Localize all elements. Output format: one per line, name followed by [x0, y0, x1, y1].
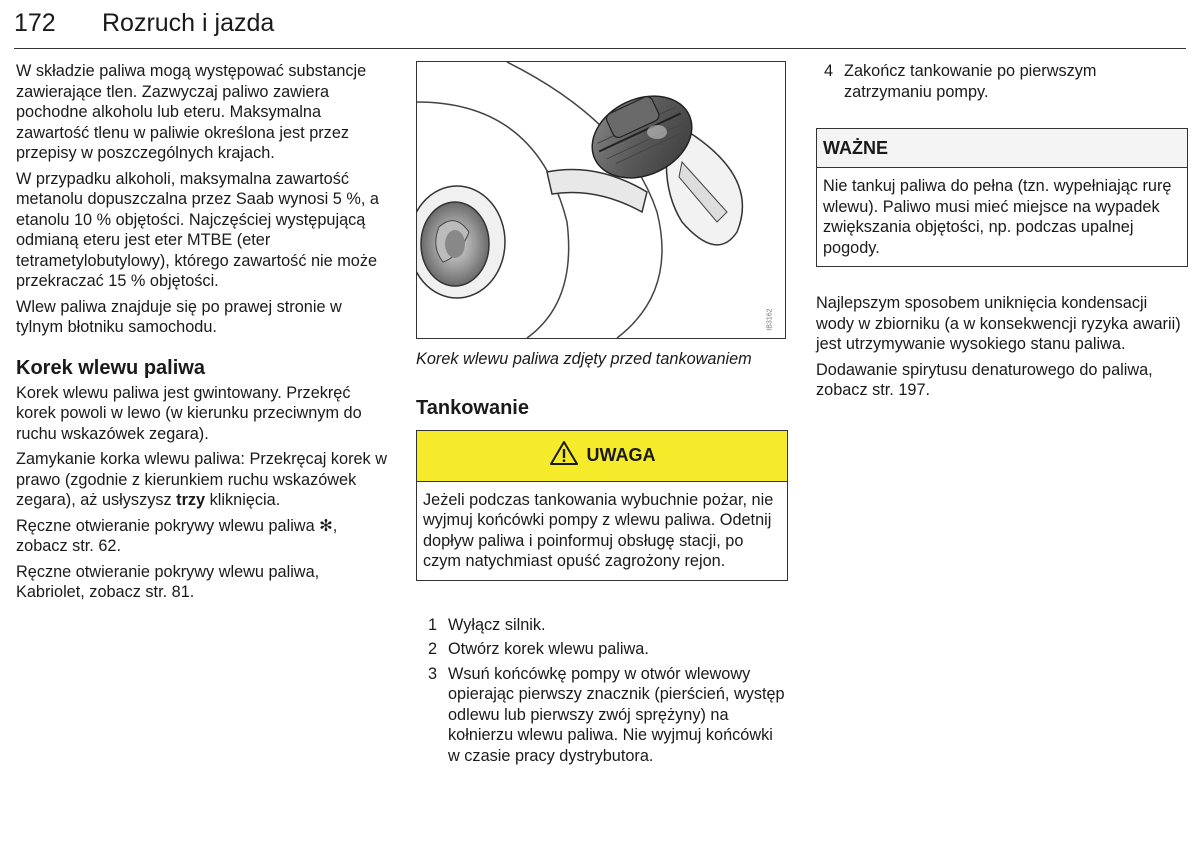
page-number: 172: [14, 9, 56, 37]
paragraph-filler-location: Wlew paliwa znajduje się po prawej stronie w tylnym błotniku samochodu.: [16, 297, 342, 336]
section-title: Rozruch i jazda: [102, 9, 275, 37]
fuel-cap-drawing: [417, 62, 785, 338]
warning-text: Jeżeli podczas tankowania wybuchnie pożar, nie wyjmuj końcówki pompy z wlewu paliwa. Odetnij dopływ paliwa i poinformuj obsługę stacji, po czym natychmiast opuść zagrożony rejon.: [423, 490, 774, 570]
bold-three: trzy: [176, 491, 206, 509]
paragraph-denatured-spirit: Dodawanie spirytusu denaturowego do paliwa, zobacz str. 197.: [816, 360, 1153, 399]
important-label: WAŻNE: [817, 129, 1187, 168]
important-text: Nie tankuj paliwa do pełna (tzn. wypełniając rurę wlewu). Paliwo musi mieć miejsce na wypadek zwiększania objętości, np. podczas upalnej pogody.: [823, 177, 1172, 257]
paragraph-condensation: Najlepszym sposobem uniknięcia kondensacji wody w zbiorniku (a w konsekwencji ryzyka awarii) jest utrzymywanie wysokiego stanu paliwa.: [816, 294, 1181, 353]
paragraph-manual-opening: Ręczne otwieranie pokrywy wlewu paliwa ✻, zobacz str. 62.: [16, 516, 338, 555]
paragraph-oxygen: W składzie paliwa mogą występować substancje zawierające tlen. Zazwyczaj paliwo zawiera pochodne alkoholu lub eteru. Maksymalna zawartość tlenu w paliwie określona jest przez przepisy w poszczególnych krajach.: [16, 62, 367, 162]
paragraph-alcohols: W przypadku alkoholi, maksymalna zawartość metanolu dopuszczalna przez Saab wynosi 5 %, a etanolu 10 % objętości. Najczęściej występującą odmianą eteru jest eter MTBE (eter tetrametylobutylowy), którego zawartość nie może przekraczać 15 % objętości.: [16, 169, 379, 290]
header-rule: [14, 48, 1186, 49]
warning-label: UWAGA: [586, 445, 656, 466]
list-item: 3 Wsuń końcówkę pompy w otwór wlewowy opierając pierwszy znacznik (pierścień, występ odlewu lub pierwszy zwój sprężyny) na kołnierzu wlewu paliwa. Nie wyjmuj końcówki w czasie pracy dystrybutora.: [428, 664, 785, 765]
warning-box: [416, 430, 788, 581]
paragraph-manual-opening-cabrio: Ręczne otwieranie pokrywy wlewu paliwa, Kabriolet, zobacz str. 81.: [16, 562, 320, 601]
fuel-cap-illustration: [416, 61, 786, 339]
figure-caption: Korek wlewu paliwa zdjęty przed tankowaniem: [416, 350, 752, 368]
page-header: [14, 8, 274, 38]
column-right: [816, 61, 1188, 406]
warning-header: [417, 431, 787, 482]
column-middle: [416, 61, 788, 770]
heading-refueling: Tankowanie: [416, 396, 529, 419]
heading-fuel-cap: Korek wlewu paliwa: [16, 356, 205, 379]
figure-code: IB3162: [766, 308, 774, 331]
important-box: [816, 128, 1188, 267]
warning-triangle-icon: [549, 440, 579, 472]
column-left: [16, 61, 388, 608]
list-item: 1 Wyłącz silnik.: [428, 615, 546, 634]
paragraph-closing-cap: Zamykanie korka wlewu paliwa: Przekręcaj korek w prawo (zgodnie z kierunkiem ruchu wskazówek zegara), aż usłyszysz trzy kliknięcia.: [16, 450, 387, 509]
paragraph-cap-threaded: Korek wlewu paliwa jest gwintowany. Przekręć korek powoli w lewo (w kierunku przeciwnym do ruchu wskazówek zegara).: [16, 383, 362, 443]
list-item: 4 Zakończ tankowanie po pierwszym zatrzymaniu pompy.: [824, 62, 1097, 101]
refuel-steps: [416, 615, 788, 767]
list-item: 2 Otwórz korek wlewu paliwa.: [428, 640, 649, 658]
